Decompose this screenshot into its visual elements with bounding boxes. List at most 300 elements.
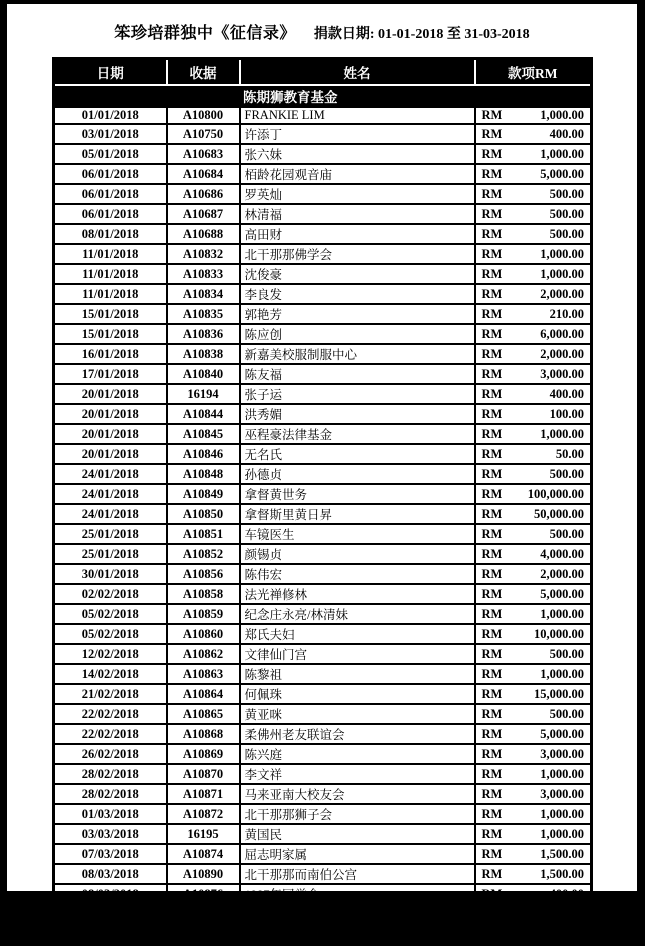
name-cell: 陈应创	[240, 324, 475, 344]
amount-value: 500.00	[549, 706, 584, 721]
amount-value: 500.00	[549, 466, 584, 481]
amount-cell	[475, 664, 592, 684]
name-cell: 陈黎祖	[240, 664, 475, 684]
table-row	[54, 107, 592, 124]
date-cell: 16/01/2018	[54, 344, 167, 364]
date-cell: 03/03/2018	[54, 824, 167, 844]
name-cell: 黄亚咪	[240, 704, 475, 724]
amount-currency: RM	[481, 286, 503, 301]
receipt-cell: A10850	[167, 504, 240, 524]
amount-currency: RM	[481, 206, 503, 221]
receipt-cell: A10860	[167, 624, 240, 644]
amount-currency: RM	[481, 806, 503, 821]
table-header-row	[54, 59, 592, 86]
receipt-cell: A10846	[167, 444, 240, 464]
date-cell: 13/03/2018	[54, 924, 167, 945]
receipt-cell: A10858	[167, 584, 240, 604]
table-row	[54, 664, 592, 684]
table-row	[54, 764, 592, 784]
date-cell: 24/01/2018	[54, 484, 167, 504]
receipt-cell: A10865	[167, 704, 240, 724]
table-row	[54, 824, 592, 844]
amount-currency: RM	[481, 108, 503, 122]
amount-cell	[475, 824, 592, 844]
amount-value: 1,000.00	[540, 246, 584, 261]
amount-currency: RM	[481, 526, 503, 541]
table-row	[54, 324, 592, 344]
amount-value: 500.00	[549, 206, 584, 221]
table-row	[54, 804, 592, 824]
receipt-cell: A10835	[167, 304, 240, 324]
amount-cell	[475, 904, 592, 924]
table-row	[54, 244, 592, 264]
name-cell: 陈友福	[240, 364, 475, 384]
amount-currency: RM	[481, 626, 503, 641]
table-row	[54, 704, 592, 724]
name-cell: 罗英灿	[240, 184, 475, 204]
date-cell: 25/01/2018	[54, 544, 167, 564]
name-cell: 北干那那狮子会	[240, 804, 475, 824]
date-cell: 11/01/2018	[54, 264, 167, 284]
date-cell: 08/03/2018	[54, 884, 167, 904]
amount-value: 210.00	[549, 306, 584, 321]
table-row	[54, 124, 592, 144]
table-row	[54, 464, 592, 484]
table-row	[54, 184, 592, 204]
amount-cell	[475, 264, 592, 284]
table-row	[54, 304, 592, 324]
amount-value: 1,500.00	[540, 866, 584, 881]
amount-cell	[475, 107, 592, 124]
amount-cell	[475, 304, 592, 324]
name-cell: 许添丁	[240, 124, 475, 144]
amount-cell	[475, 444, 592, 464]
receipt-cell: A10750	[167, 124, 240, 144]
name-cell: 孙德贞	[240, 464, 475, 484]
date-cell: 28/02/2018	[54, 764, 167, 784]
amount-currency: RM	[481, 606, 503, 621]
amount-value: 100.00	[549, 406, 584, 421]
table-row	[54, 204, 592, 224]
table-row	[54, 424, 592, 444]
amount-cell	[475, 564, 592, 584]
table-row	[54, 744, 592, 764]
receipt-cell: A10890	[167, 864, 240, 884]
amount-currency: RM	[481, 146, 503, 161]
amount-value: 400.00	[549, 386, 584, 401]
name-cell: 陈伟宏	[240, 564, 475, 584]
date-cell: 25/01/2018	[54, 524, 167, 544]
name-cell: 巫程豪法律基金	[240, 424, 475, 444]
amount-value: 500.00	[549, 646, 584, 661]
amount-currency: RM	[481, 646, 503, 661]
table-row	[54, 524, 592, 544]
date-cell: 15/01/2018	[54, 324, 167, 344]
date-cell: 20/01/2018	[54, 404, 167, 424]
amount-cell	[475, 364, 592, 384]
name-cell: 沈俊豪	[240, 264, 475, 284]
date-cell: 05/01/2018	[54, 144, 167, 164]
amount-value: 3,000.00	[540, 366, 584, 381]
name-cell: 北干那那而南伯公宫	[240, 864, 475, 884]
name-cell: 纪念庄永亮/林清妹	[240, 604, 475, 624]
amount-value: 500.00	[549, 226, 584, 241]
amount-currency: RM	[481, 486, 503, 501]
amount-value: 1,000.00	[540, 146, 584, 161]
receipt-cell: A10800	[167, 107, 240, 124]
amount-cell	[475, 224, 592, 244]
receipt-cell: A10849	[167, 484, 240, 504]
name-cell: 车镜医生	[240, 524, 475, 544]
date-cell: 02/02/2018	[54, 584, 167, 604]
donation-table-body	[54, 85, 592, 945]
name-cell: 马来亚南大校友会	[240, 784, 475, 804]
receipt-cell: A10871	[167, 784, 240, 804]
table-row	[54, 644, 592, 664]
table-row	[54, 384, 592, 404]
date-cell: 24/01/2018	[54, 504, 167, 524]
receipt-cell: A10864	[167, 684, 240, 704]
amount-currency: RM	[481, 266, 503, 281]
receipt-cell: A10688	[167, 224, 240, 244]
date-cell: 17/01/2018	[54, 364, 167, 384]
amount-cell	[475, 484, 592, 504]
receipt-cell: A10836	[167, 324, 240, 344]
amount-cell	[475, 204, 592, 224]
receipt-cell: A10684	[167, 164, 240, 184]
amount-currency: RM	[481, 326, 503, 341]
amount-cell	[475, 504, 592, 524]
date-cell: 20/01/2018	[54, 384, 167, 404]
date-cell: 28/02/2018	[54, 784, 167, 804]
amount-currency: RM	[481, 866, 503, 881]
receipt-cell: 16195	[167, 824, 240, 844]
document-header	[7, 20, 637, 43]
name-cell: 1987年同学会	[240, 884, 475, 904]
name-cell: 屈志明家属	[240, 844, 475, 864]
amount-cell	[475, 784, 592, 804]
name-cell: 江坤财	[240, 904, 475, 924]
name-cell: 黄国民	[240, 824, 475, 844]
name-cell: 北干那那佛学会	[240, 244, 475, 264]
receipt-cell: A10852	[167, 544, 240, 564]
amount-value: 4,000.00	[540, 546, 584, 561]
receipt-cell: A10872	[167, 804, 240, 824]
amount-cell	[475, 584, 592, 604]
table-row	[54, 224, 592, 244]
date-cell: 22/02/2018	[54, 704, 167, 724]
receipt-cell: A10876	[167, 884, 240, 904]
table-row	[54, 604, 592, 624]
amount-cell	[475, 244, 592, 264]
amount-cell	[475, 724, 592, 744]
donation-table	[52, 57, 593, 946]
amount-cell	[475, 884, 592, 904]
date-cell: 12/03/2018	[54, 904, 167, 924]
amount-currency: RM	[481, 426, 503, 441]
name-cell: 文律仙门宫	[240, 644, 475, 664]
amount-value: 1,000.00	[540, 266, 584, 281]
amount-currency: RM	[481, 766, 503, 781]
amount-currency: RM	[481, 886, 503, 901]
name-cell: 陈兴庭	[240, 744, 475, 764]
receipt-cell: A10869	[167, 744, 240, 764]
name-cell: 拿督黄世务	[240, 484, 475, 504]
table-row	[54, 884, 592, 904]
date-cell: 08/01/2018	[54, 224, 167, 244]
amount-cell	[475, 164, 592, 184]
amount-value: 1,000.00	[540, 826, 584, 841]
date-cell: 20/01/2018	[54, 424, 167, 444]
receipt-cell: A10878	[167, 924, 240, 945]
table-row	[54, 924, 592, 945]
amount-value: 15,000.00	[534, 686, 584, 701]
amount-currency: RM	[481, 446, 503, 461]
receipt-cell: A10863	[167, 664, 240, 684]
amount-cell	[475, 704, 592, 724]
amount-value: 3,000.00	[540, 786, 584, 801]
date-cell: 08/03/2018	[54, 864, 167, 884]
amount-currency: RM	[481, 366, 503, 381]
name-cell: 李良发	[240, 284, 475, 304]
table-row	[54, 164, 592, 184]
column-header-amount: 款项RM	[475, 59, 592, 86]
amount-cell	[475, 624, 592, 644]
amount-currency: RM	[481, 386, 503, 401]
amount-cell	[475, 744, 592, 764]
amount-cell	[475, 344, 592, 364]
name-cell: 新嘉美校服制服中心	[240, 344, 475, 364]
receipt-cell: A10838	[167, 344, 240, 364]
table-row	[54, 624, 592, 644]
date-cell: 12/02/2018	[54, 644, 167, 664]
date-cell: 30/01/2018	[54, 564, 167, 584]
table-row	[54, 344, 592, 364]
amount-currency: RM	[481, 786, 503, 801]
amount-currency: RM	[481, 566, 503, 581]
amount-currency: RM	[481, 726, 503, 741]
receipt-cell: A10877	[167, 904, 240, 924]
amount-currency: RM	[481, 926, 503, 941]
amount-cell	[475, 144, 592, 164]
amount-value: 10,000.00	[534, 626, 584, 641]
table-row	[54, 784, 592, 804]
amount-currency: RM	[481, 126, 503, 141]
receipt-cell: A10845	[167, 424, 240, 444]
fund-section-row	[54, 85, 592, 107]
column-header-receipt: 收据	[167, 59, 240, 86]
amount-cell	[475, 324, 592, 344]
receipt-cell: A10687	[167, 204, 240, 224]
amount-currency: RM	[481, 466, 503, 481]
amount-currency: RM	[481, 506, 503, 521]
fund-section-title: 陈期狮教育基金	[54, 85, 592, 107]
amount-currency: RM	[481, 346, 503, 361]
date-cell: 06/01/2018	[54, 204, 167, 224]
date-cell: 07/03/2018	[54, 844, 167, 864]
amount-cell	[475, 804, 592, 824]
document-page	[7, 4, 637, 942]
amount-cell	[475, 184, 592, 204]
receipt-cell: 16194	[167, 384, 240, 404]
receipt-cell: A10870	[167, 764, 240, 784]
name-cell: 张子运	[240, 384, 475, 404]
receipt-cell: A10832	[167, 244, 240, 264]
amount-currency: RM	[481, 666, 503, 681]
table-row	[54, 684, 592, 704]
date-cell: 20/01/2018	[54, 444, 167, 464]
table-row	[54, 864, 592, 884]
amount-value: 5,000.00	[540, 166, 584, 181]
date-cell: 15/01/2018	[54, 304, 167, 324]
name-cell: 颜锡贞	[240, 544, 475, 564]
amount-currency: RM	[481, 306, 503, 321]
amount-cell	[475, 424, 592, 444]
name-cell: 栢龄花园观音庙	[240, 164, 475, 184]
donation-date-range: 捐款日期: 01-01-2018 至 31-03-2018	[313, 27, 530, 42]
date-cell: 22/02/2018	[54, 724, 167, 744]
table-row	[54, 484, 592, 504]
name-cell: 柔佛州老友联谊会	[240, 724, 475, 744]
table-row	[54, 504, 592, 524]
amount-value: 5,000.00	[540, 586, 584, 601]
amount-value: 1,000.00	[540, 426, 584, 441]
table-row	[54, 364, 592, 384]
name-cell: FRANKIE LIM	[240, 107, 475, 124]
receipt-cell: A10686	[167, 184, 240, 204]
amount-value: 6,000.00	[540, 326, 584, 341]
table-row	[54, 284, 592, 304]
amount-cell	[475, 764, 592, 784]
table-row	[54, 264, 592, 284]
table-row	[54, 144, 592, 164]
receipt-cell: A10859	[167, 604, 240, 624]
receipt-cell: A10683	[167, 144, 240, 164]
amount-currency: RM	[481, 546, 503, 561]
table-row	[54, 584, 592, 604]
amount-cell	[475, 464, 592, 484]
amount-value: 2,000.00	[540, 286, 584, 301]
amount-currency: RM	[481, 246, 503, 261]
amount-value: 1,000.00	[540, 906, 584, 921]
receipt-cell: A10840	[167, 364, 240, 384]
amount-currency: RM	[481, 586, 503, 601]
amount-value: 50.00	[555, 446, 584, 461]
amount-cell	[475, 524, 592, 544]
amount-value: 100.00	[549, 926, 584, 941]
date-cell: 24/01/2018	[54, 464, 167, 484]
date-cell: 06/01/2018	[54, 184, 167, 204]
amount-value: 400.00	[549, 886, 584, 901]
amount-cell	[475, 844, 592, 864]
amount-value: 2,000.00	[540, 346, 584, 361]
amount-currency: RM	[481, 166, 503, 181]
amount-currency: RM	[481, 706, 503, 721]
table-row	[54, 844, 592, 864]
table-row	[54, 724, 592, 744]
date-cell: 11/01/2018	[54, 284, 167, 304]
amount-value: 5,000.00	[540, 726, 584, 741]
amount-currency: RM	[481, 746, 503, 761]
date-cell: 01/01/2018	[54, 107, 167, 124]
amount-currency: RM	[481, 686, 503, 701]
amount-cell	[475, 124, 592, 144]
amount-value: 1,000.00	[540, 606, 584, 621]
table-row	[54, 544, 592, 564]
amount-cell	[475, 924, 592, 945]
date-cell: 05/02/2018	[54, 604, 167, 624]
name-cell: 林清福	[240, 204, 475, 224]
amount-value: 50,000.00	[534, 506, 584, 521]
receipt-cell: A10868	[167, 724, 240, 744]
amount-cell	[475, 284, 592, 304]
amount-cell	[475, 604, 592, 624]
amount-currency: RM	[481, 406, 503, 421]
table-row	[54, 564, 592, 584]
name-cell: 何佩珠	[240, 684, 475, 704]
amount-currency: RM	[481, 826, 503, 841]
name-cell: 洪秀媚	[240, 404, 475, 424]
amount-value: 400.00	[549, 126, 584, 141]
date-cell: 21/02/2018	[54, 684, 167, 704]
date-cell: 11/01/2018	[54, 244, 167, 264]
table-row	[54, 904, 592, 924]
name-cell: 郑氏夫妇	[240, 624, 475, 644]
amount-value: 2,000.00	[540, 566, 584, 581]
receipt-cell: A10844	[167, 404, 240, 424]
name-cell: 郭艳芳	[240, 304, 475, 324]
amount-currency: RM	[481, 906, 503, 921]
amount-value: 1,500.00	[540, 846, 584, 861]
receipt-cell: A10851	[167, 524, 240, 544]
name-cell: 拿督斯里黄日昇	[240, 504, 475, 524]
name-cell: 李文祥	[240, 764, 475, 784]
document-title: 笨珍培群独中《征信录》	[114, 25, 296, 42]
name-cell: 面之家	[240, 924, 475, 945]
name-cell: 张六妹	[240, 144, 475, 164]
name-cell: 无名氏	[240, 444, 475, 464]
date-cell: 14/02/2018	[54, 664, 167, 684]
amount-cell	[475, 384, 592, 404]
receipt-cell: A10833	[167, 264, 240, 284]
receipt-cell: A10856	[167, 564, 240, 584]
amount-value: 1,000.00	[540, 806, 584, 821]
receipt-cell: A10862	[167, 644, 240, 664]
receipt-cell: A10848	[167, 464, 240, 484]
amount-value: 1,000.00	[540, 666, 584, 681]
amount-cell	[475, 684, 592, 704]
amount-cell	[475, 644, 592, 664]
amount-value: 1,000.00	[540, 766, 584, 781]
date-cell: 26/02/2018	[54, 744, 167, 764]
amount-value: 3,000.00	[540, 746, 584, 761]
amount-cell	[475, 404, 592, 424]
column-header-name: 姓名	[240, 59, 475, 86]
amount-cell	[475, 544, 592, 564]
name-cell: 法光禅修林	[240, 584, 475, 604]
column-header-date: 日期	[54, 59, 167, 86]
amount-currency: RM	[481, 226, 503, 241]
name-cell: 高田财	[240, 224, 475, 244]
date-cell: 03/01/2018	[54, 124, 167, 144]
amount-value: 500.00	[549, 186, 584, 201]
date-cell: 05/02/2018	[54, 624, 167, 644]
amount-value: 100,000.00	[527, 486, 584, 501]
amount-currency: RM	[481, 186, 503, 201]
amount-cell	[475, 864, 592, 884]
amount-value: 500.00	[549, 526, 584, 541]
receipt-cell: A10874	[167, 844, 240, 864]
